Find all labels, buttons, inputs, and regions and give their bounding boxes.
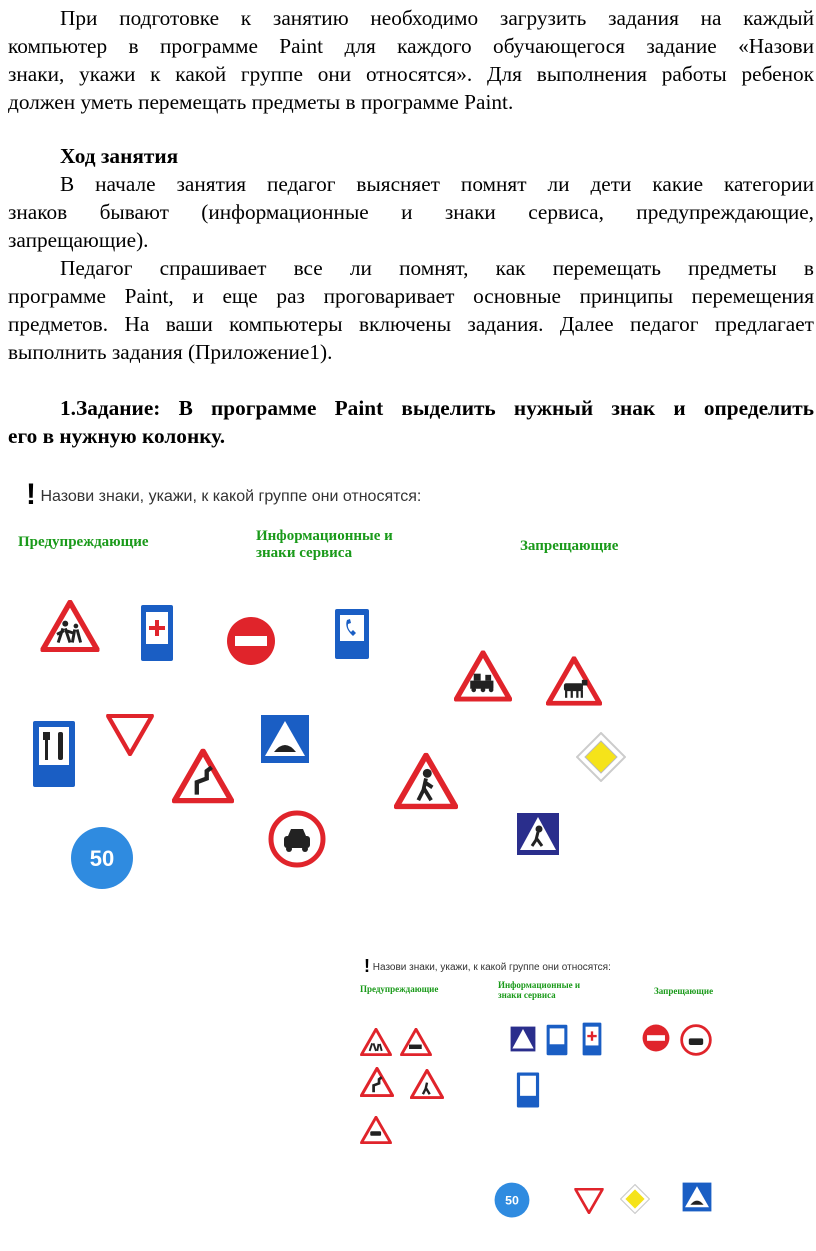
pedestrian-warning-sign-small[interactable]	[410, 1068, 444, 1100]
pedestrian-warning-sign[interactable]	[394, 752, 458, 810]
pedestrian-crossing-sign[interactable]	[516, 812, 560, 856]
worksheet-small-title-text: Назови знаки, укажи, к какой группе они относятся:	[372, 962, 611, 973]
railway-crossing-sign[interactable]	[454, 650, 512, 702]
task-line-2: его в нужную колонку.	[8, 424, 226, 448]
category-info-line2: знаки сервиса	[256, 545, 353, 562]
worksheet-large	[0, 470, 816, 900]
priority-road-sign[interactable]	[576, 732, 626, 782]
yield-sign[interactable]	[106, 714, 154, 756]
category-info-line1: Информационные и	[256, 528, 393, 544]
restaurant-sign[interactable]	[32, 720, 76, 788]
worksheet-title-text: Назови знаки, укажи, к какой группе они относятся:	[40, 488, 422, 505]
p2-line-4: выполнить задания (Приложение1).	[8, 340, 333, 364]
worksheet-small-title	[364, 956, 611, 977]
category-warning-small: Предупреждающие	[360, 984, 439, 994]
exclamation-icon-small: !	[364, 956, 370, 976]
intro-line-4: должен уметь перемещать предметы в программе Paint.	[8, 90, 514, 114]
speed-limit-50-sign-small[interactable]	[494, 1182, 530, 1218]
intro-paragraph	[8, 4, 814, 116]
category-info-small-line1: Информационные и	[498, 980, 581, 990]
speed-limit-50-sign[interactable]	[70, 826, 134, 890]
telephone-sign-small[interactable]	[546, 1024, 568, 1056]
worksheet-title	[26, 478, 421, 512]
task-line-1: 1.Задание: В программе Paint выделить нужный знак и определить	[60, 396, 814, 420]
speed-bump-sign-small[interactable]	[682, 1182, 712, 1212]
cattle-warning-sign-small[interactable]	[360, 1116, 392, 1144]
speed-bump-sign[interactable]	[260, 714, 310, 764]
category-prohibit[interactable]: Запрещающие	[520, 538, 619, 554]
p2-line-2: программе Paint, и еще раз проговаривает основные принципы перемещения	[8, 284, 814, 308]
dangerous-curve-sign-small[interactable]	[360, 1066, 394, 1098]
children-warning-sign[interactable]	[40, 600, 100, 652]
priority-road-sign-small[interactable]	[620, 1184, 650, 1214]
task-paragraph	[8, 394, 814, 450]
railway-crossing-sign-small[interactable]	[400, 1028, 432, 1056]
no-cars-sign[interactable]	[268, 810, 326, 868]
no-entry-sign-small[interactable]	[642, 1024, 670, 1052]
p2-line-3: предметов. На ваши компьютеры включены задания. Далее педагог предлагает	[8, 312, 814, 336]
first-aid-sign[interactable]	[140, 604, 174, 662]
cattle-warning-sign[interactable]	[546, 656, 602, 706]
category-info	[256, 528, 393, 563]
first-aid-sign-small[interactable]	[582, 1022, 602, 1056]
exclamation-icon: !	[26, 478, 36, 511]
p1-line-2: знаков бывают (информационные и знаки сервиса, предупреждающие,	[8, 200, 814, 224]
category-info-small-line2: знаки сервиса	[498, 990, 556, 1001]
category-info-small	[498, 980, 580, 1001]
restaurant-sign-small[interactable]	[516, 1072, 540, 1108]
intro-line-3: знаки, укажи к какой группе они относятся». Для выполнения работы ребенок	[8, 62, 814, 86]
p2-line-1: Педагог спрашивает все ли помнят, как перемещать предметы в	[60, 256, 814, 280]
p1-line-3: запрещающие).	[8, 228, 149, 252]
speed-limit-50-text: 50	[89, 846, 115, 871]
speed-limit-50-text-small: 50	[505, 1193, 519, 1208]
category-prohibit-small: Запрещающие	[654, 986, 714, 996]
intro-line-2: компьютер в программе Paint для каждого обучающегося задание «Назови	[8, 34, 814, 58]
no-cars-sign-small[interactable]	[680, 1024, 712, 1056]
intro-line-1: При подготовке к занятию необходимо загрузить задания на каждый	[60, 6, 814, 30]
no-entry-sign[interactable]	[226, 616, 276, 666]
telephone-sign[interactable]	[334, 608, 370, 660]
lesson-heading: Ход занятия	[60, 144, 179, 168]
worksheet-small	[356, 950, 776, 1240]
yield-sign-small[interactable]	[574, 1188, 604, 1214]
p1-line-1: В начале занятия педагог выясняет помнят ли дети какие категории	[60, 172, 814, 196]
lesson-paragraph-1	[8, 170, 814, 254]
lesson-paragraph-2	[8, 254, 814, 366]
pedestrian-crossing-sign-small[interactable]	[510, 1026, 536, 1052]
dangerous-curve-sign[interactable]	[172, 748, 234, 804]
category-warning: Предупреждающие	[18, 534, 149, 550]
children-warning-sign-small[interactable]	[360, 1028, 392, 1056]
